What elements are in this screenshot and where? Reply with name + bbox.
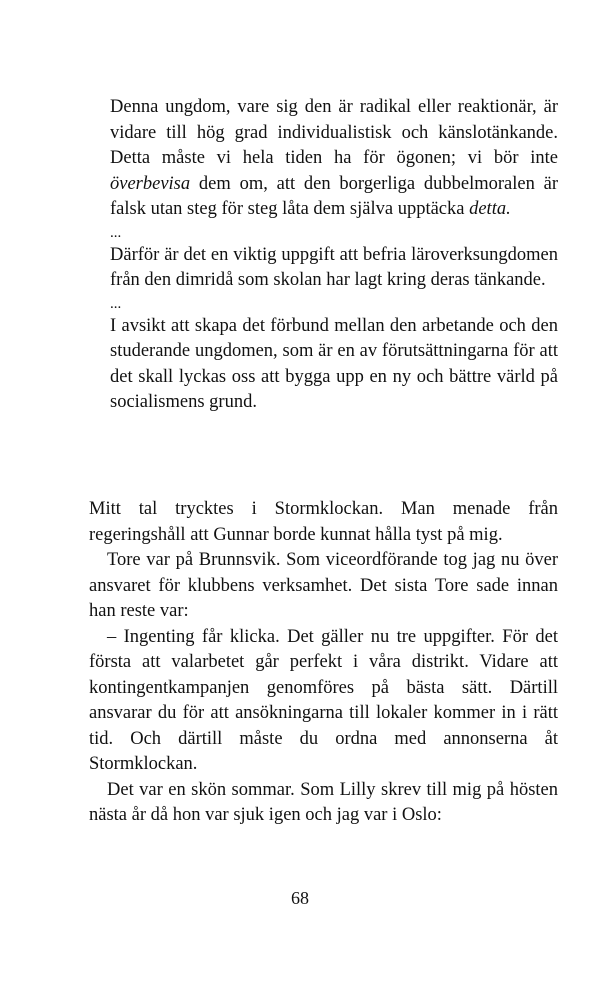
body-text: [89, 497, 558, 829]
quote-ellipsis-2: ...: [110, 295, 122, 312]
block-quote: [110, 95, 558, 416]
quote-paragraph-1: [110, 95, 558, 223]
body-paragraph-3: – Ingenting får klicka. Det gäller nu tre uppgifter. För det första att valarbetet går perfekt i våra distrikt. Vidare att kontingentkampanjen genomföres på bästa sätt. Därtill ansvarar du för att ansökningarna till lokaler kommer in i rätt tid. Och därtill måste du ordna med annonserna åt Stormklockan.: [89, 626, 558, 774]
quote-ellipsis-1: ...: [110, 224, 122, 241]
body-paragraph-1: Mitt tal trycktes i Stormklockan. Man menade från regeringshåll att Gunnar borde kunnat hålla tyst på mig.: [89, 499, 558, 545]
body-paragraph-2: Tore var på Brunnsvik. Som viceordförande tog jag nu över ansvaret för klubbens verksamhet. Det sista Tore sade innan han reste var:: [89, 550, 558, 621]
quote-paragraph-3: I avsikt att skapa det förbund mellan den arbetande och den studerande ungdomen, som är en av förutsättningarna för att det skall lyckas oss att bygga upp en ny och bättre värld på socialismens grund.: [110, 315, 558, 412]
quote-emphasis-detta: detta.: [469, 199, 511, 219]
body-paragraph-4: Det var en skön sommar. Som Lilly skrev till mig på hösten nästa år då hon var sjuk igen och jag var i Oslo:: [89, 779, 558, 825]
quote-paragraph-2: Därför är det en viktig uppgift att befria läroverksungdomen från den dimridå som skolan har lagt kring deras tänkande.: [110, 244, 558, 290]
page-number: 68: [291, 888, 309, 908]
quote-emphasis-overbevisa: överbevisa: [110, 173, 191, 194]
quote-paragraph-1-text-b: dem om, att den borgerliga dubbelmoralen är falsk utan steg för steg låta dem själva upptäcka: [110, 173, 558, 219]
quote-paragraph-1-text-a: Denna ungdom, vare sig den är radikal eller reaktionär, är vidare till hög grad individualistisk och känslotänkande. Detta måste vi hela tiden ha för ögonen; vi bör inte: [110, 97, 558, 168]
